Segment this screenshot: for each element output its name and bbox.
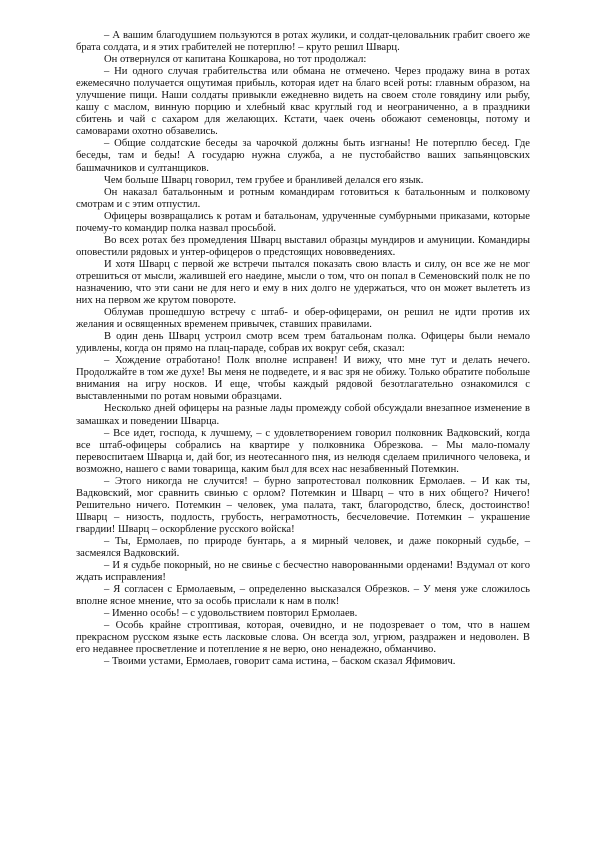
paragraph-18: – Я согласен с Ермолаевым, – определенно высказался Обрезков. – У меня уже сложилось вполне ясное мнение, что за особь прислали к нам в полк! <box>76 584 530 608</box>
paragraph-4: – Общие солдатские беседы за чарочкой должны быть изгнаны! Не потерплю бесед. Где беседы, там и беды! А государю нужна служба, а не пустобайство ваших запьянцовских башмачников и султанщиков. <box>76 138 530 174</box>
paragraph-10: Облумав прошедшую встречу с штаб- и обер-офицерами, он решил не идти против их желания и освященных временем привычек, ставших правилами. <box>76 307 530 331</box>
document-page <box>76 30 530 668</box>
paragraph-8: Во всех ротах без промедления Шварц выставил образцы мундиров и амуниции. Командиры оповестили рядовых и унтер-офицеров о предстоящих нововведениях. <box>76 234 530 258</box>
paragraph-11: В один день Шварц устроил смотр всем трем батальонам полка. Офицеры были немало удивлены, когда он прямо на плац-параде, собрав их вокруг себя, сказал: <box>76 331 530 355</box>
paragraph-16: – Ты, Ермолаев, по природе бунтарь, а я мирный человек, и даже покорный судьбе, – засмеялся Вадковский. <box>76 535 530 560</box>
paragraph-20: – Особь крайне строптивая, которая, очевидно, и не подозревает о том, что в нашем прекрасном русском языке есть ласковые слова. Он всегда зол, угрюм, раздражен и недоволен. В его недавнее просветление и потепление я не верю, оно ненадежно, обманчиво. <box>76 620 530 656</box>
paragraph-21: – Твоими устами, Ермолаев, говорит сама истина, – баском сказал Яфимович. <box>104 656 456 668</box>
paragraph-5: Чем больше Шварц говорил, тем грубее и бранливей делался его язык. <box>104 174 424 186</box>
paragraph-7: Офицеры возвращались к ротам и батальонам, удрученные сумбурными приказами, которые почему-то командир полка назвал просьбой. <box>76 210 530 234</box>
paragraph-3: – Ни одного случая грабительства или обмана не отмечено. Через продажу вина в ротах ежемесячно получается ощутимая прибыль, которая идет на благо всей роты: главным образом, на улучшение пищи. Наши солдаты привыкли ежедневно видеть на своем столе говядину или рыбу, кашу с маслом, винную порцию и хлебный квас круглый год и неограниченно, а в праздники сбитень и чай с сахаром для желающих. Кстати, чаек очень обожают семеновцы, потому и самоварами охотно обзавелись. <box>76 66 530 138</box>
paragraph-2: Он отвернулся от капитана Кошкарова, но тот продолжал: <box>104 54 367 66</box>
paragraph-12: – Хождение отработано! Полк вполне исправен! И вижу, что мне тут и делать нечего. Продолжайте в том же духе! Вы меня не подведете, и я вас зря не обижу. Только обратите побольше внимания на игру носков. И еще, чтобы каждый рядовой безотлагательно ознакомился с выставленными по ротам новыми образцами. <box>76 355 530 403</box>
paragraph-15: – Этого никогда не случится! – бурно запротестовал полковник Ермолаев. – И как ты, Вадковский, мог сравнить свинью с орлом? Потемкин и Шварц – что в них общего? Ничего! Решительно ничего. Потемкин – человек, ума палата, такт, благородство, блеск, достоинство! Шварц – низость, подлость, грубость, неграмотность, бесчеловечие. Потемкин – украшение гвардии! Шварц – оскорбление русского войска! <box>76 475 530 535</box>
paragraph-6: Он наказал батальонным и ротным командирам готовиться к батальонным и полковому смотрам и с этим отпустил. <box>76 186 530 210</box>
paragraph-13: Несколько дней офицеры на разные лады промежду собой обсуждали внезапное изменение в замашках и поведении Шварца. <box>76 403 530 427</box>
paragraph-9: И хотя Шварц с первой же встречи пытался показать свою власть и силу, он все же не мог отрешиться от мысли, жалившей его наедине, мысли о том, что он попал в Семеновский полк не по назначению, что эти сани не для него и ему в них долго не удержаться, что он может вылететь из них на первом же крутом повороте. <box>76 258 530 307</box>
paragraph-19: – Именно особь! – с удовольствием повторил Ермолаев. <box>104 608 358 620</box>
paragraph-14: – Все идет, господа, к лучшему, – с удовлетворением говорил полковник Вадковский, когда все штаб-офицеры собрались на квартире у полковника Обрезкова. – Мы мало-помалу перевоспитаем Шварца и, дай бог, из неотесанного пня, из нелюдя сделаем приличного человека, и возможно, нашего с вами товарища, каким был для всех нас незабвенный Потемкин. <box>76 427 530 475</box>
paragraph-1: – А вашим благодушием пользуются в ротах жулики, и солдат-целовальник грабит своего же брата солдата, и я этих грабителей не потерплю! – круто решил Шварц. <box>76 30 530 54</box>
paragraph-17: – И я судьбе покорный, но не свинье с бесчестно наворованными орденами! Вздумал от кого ждать исправления! <box>76 560 530 584</box>
